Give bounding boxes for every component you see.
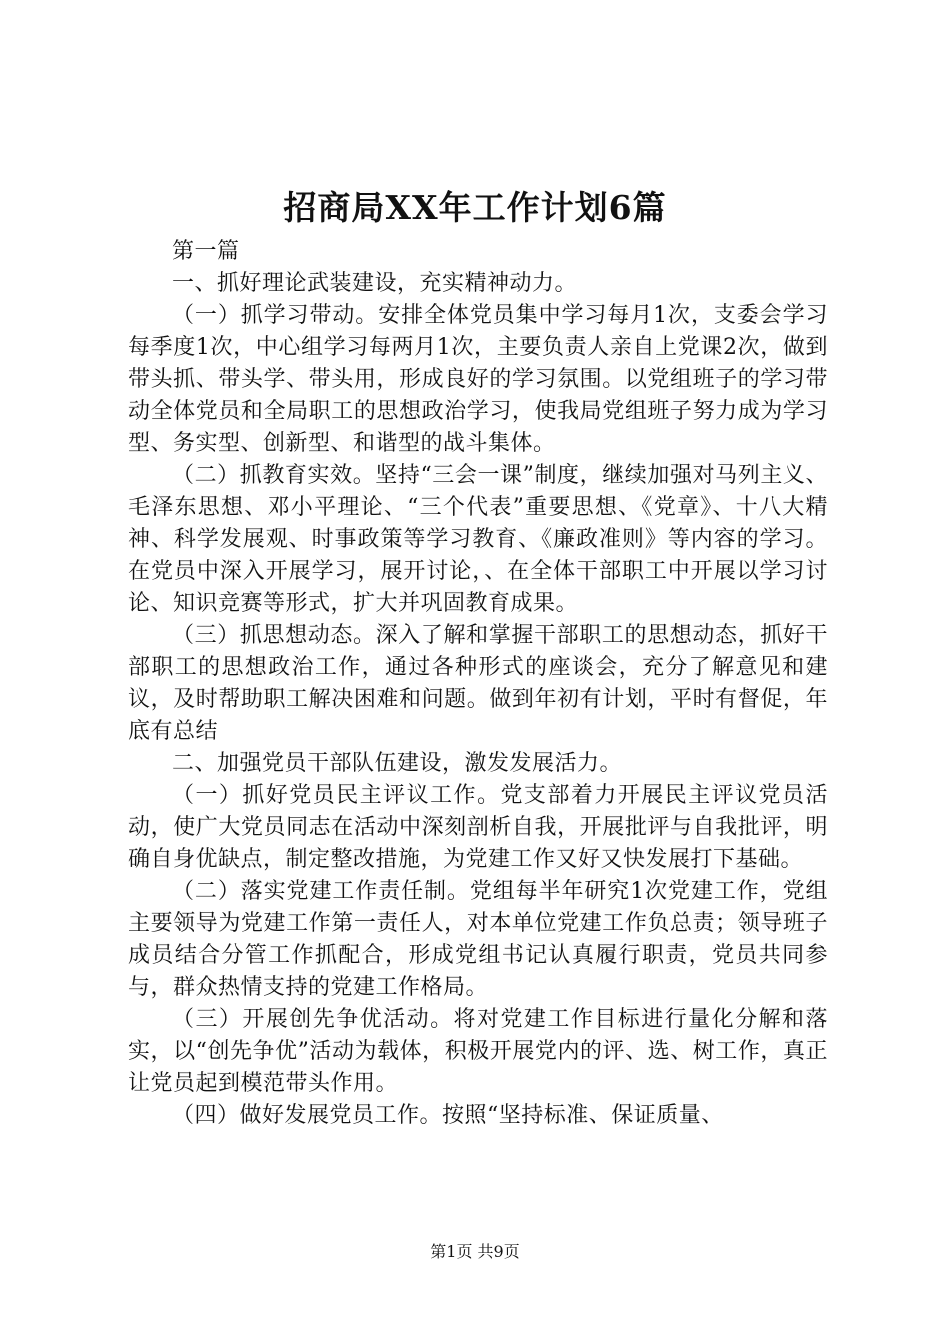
- page-footer: 第1页 共9页: [430, 1242, 520, 1261]
- paragraph: （一）抓学习带动。安排全体党员集中学习每月1次，支委会学习每季度1次，中心组学习每两月1次，主要负责人亲自上党课2次，做到带头抓、带头学、带头用，形成良好的学习氛围。以党组班子的学习带动全体党员和全局职工的思想政治学习，使我局党组班子努力成为学习型、务实型、创新型、和谐型的战斗集体。: [128, 303, 828, 456]
- paragraph: （二）落实党建工作责任制。党组每半年研究1次党建工作，党组主要领导为党建工作第一责任人，对本单位党建工作负总责；领导班子成员结合分管工作抓配合，形成党组书记认真履行职责，党员共同参与，群众热情支持的党建工作格局。: [128, 879, 828, 1000]
- paragraph: （一）抓好党员民主评议工作。党支部着力开展民主评议党员活动，使广大党员同志在活动中深刻剖析自我，开展批评与自我批评，明确自身优缺点，制定整改措施，为党建工作又好又快发展打下基础。: [128, 783, 828, 872]
- paragraph: （三）抓思想动态。深入了解和掌握干部职工的思想动态，抓好干部职工的思想政治工作，通过各种形式的座谈会，充分了解意见和建议，及时帮助职工解决困难和问题。做到年初有计划，平时有督促，年底有总结: [128, 623, 828, 744]
- paragraph: （二）抓教育实效。坚持“三会一课”制度，继续加强对马列主义、毛泽东思想、邓小平理论、“三个代表”重要思想、《党章》、十八大精神、科学发展观、时事政策等学习教育、《廉政准则》等内容的学习。在党员中深入开展学习，展开讨论，、在全体干部职工中开展以学习讨论、知识竞赛等形式，扩大并巩固教育成果。: [128, 463, 828, 616]
- part-heading: 二、加强党员干部队伍建设，激发发展活力。: [172, 751, 623, 776]
- part-heading: 一、抓好理论武装建设，充实精神动力。: [172, 271, 578, 296]
- paragraph: （三）开展创先争优活动。将对党建工作目标进行量化分解和落实，以“创先争优”活动为载体，积极开展党内的评、选、树工作，真正让党员起到模范带头作用。: [128, 1007, 828, 1096]
- document-title: 招商局XX年工作计划6篇: [283, 188, 667, 227]
- paragraph: （四）做好发展党员工作。按照“坚持标准、保证质量、: [172, 1103, 724, 1128]
- section-heading: 第一篇: [172, 239, 240, 264]
- document-body: [128, 236, 828, 1132]
